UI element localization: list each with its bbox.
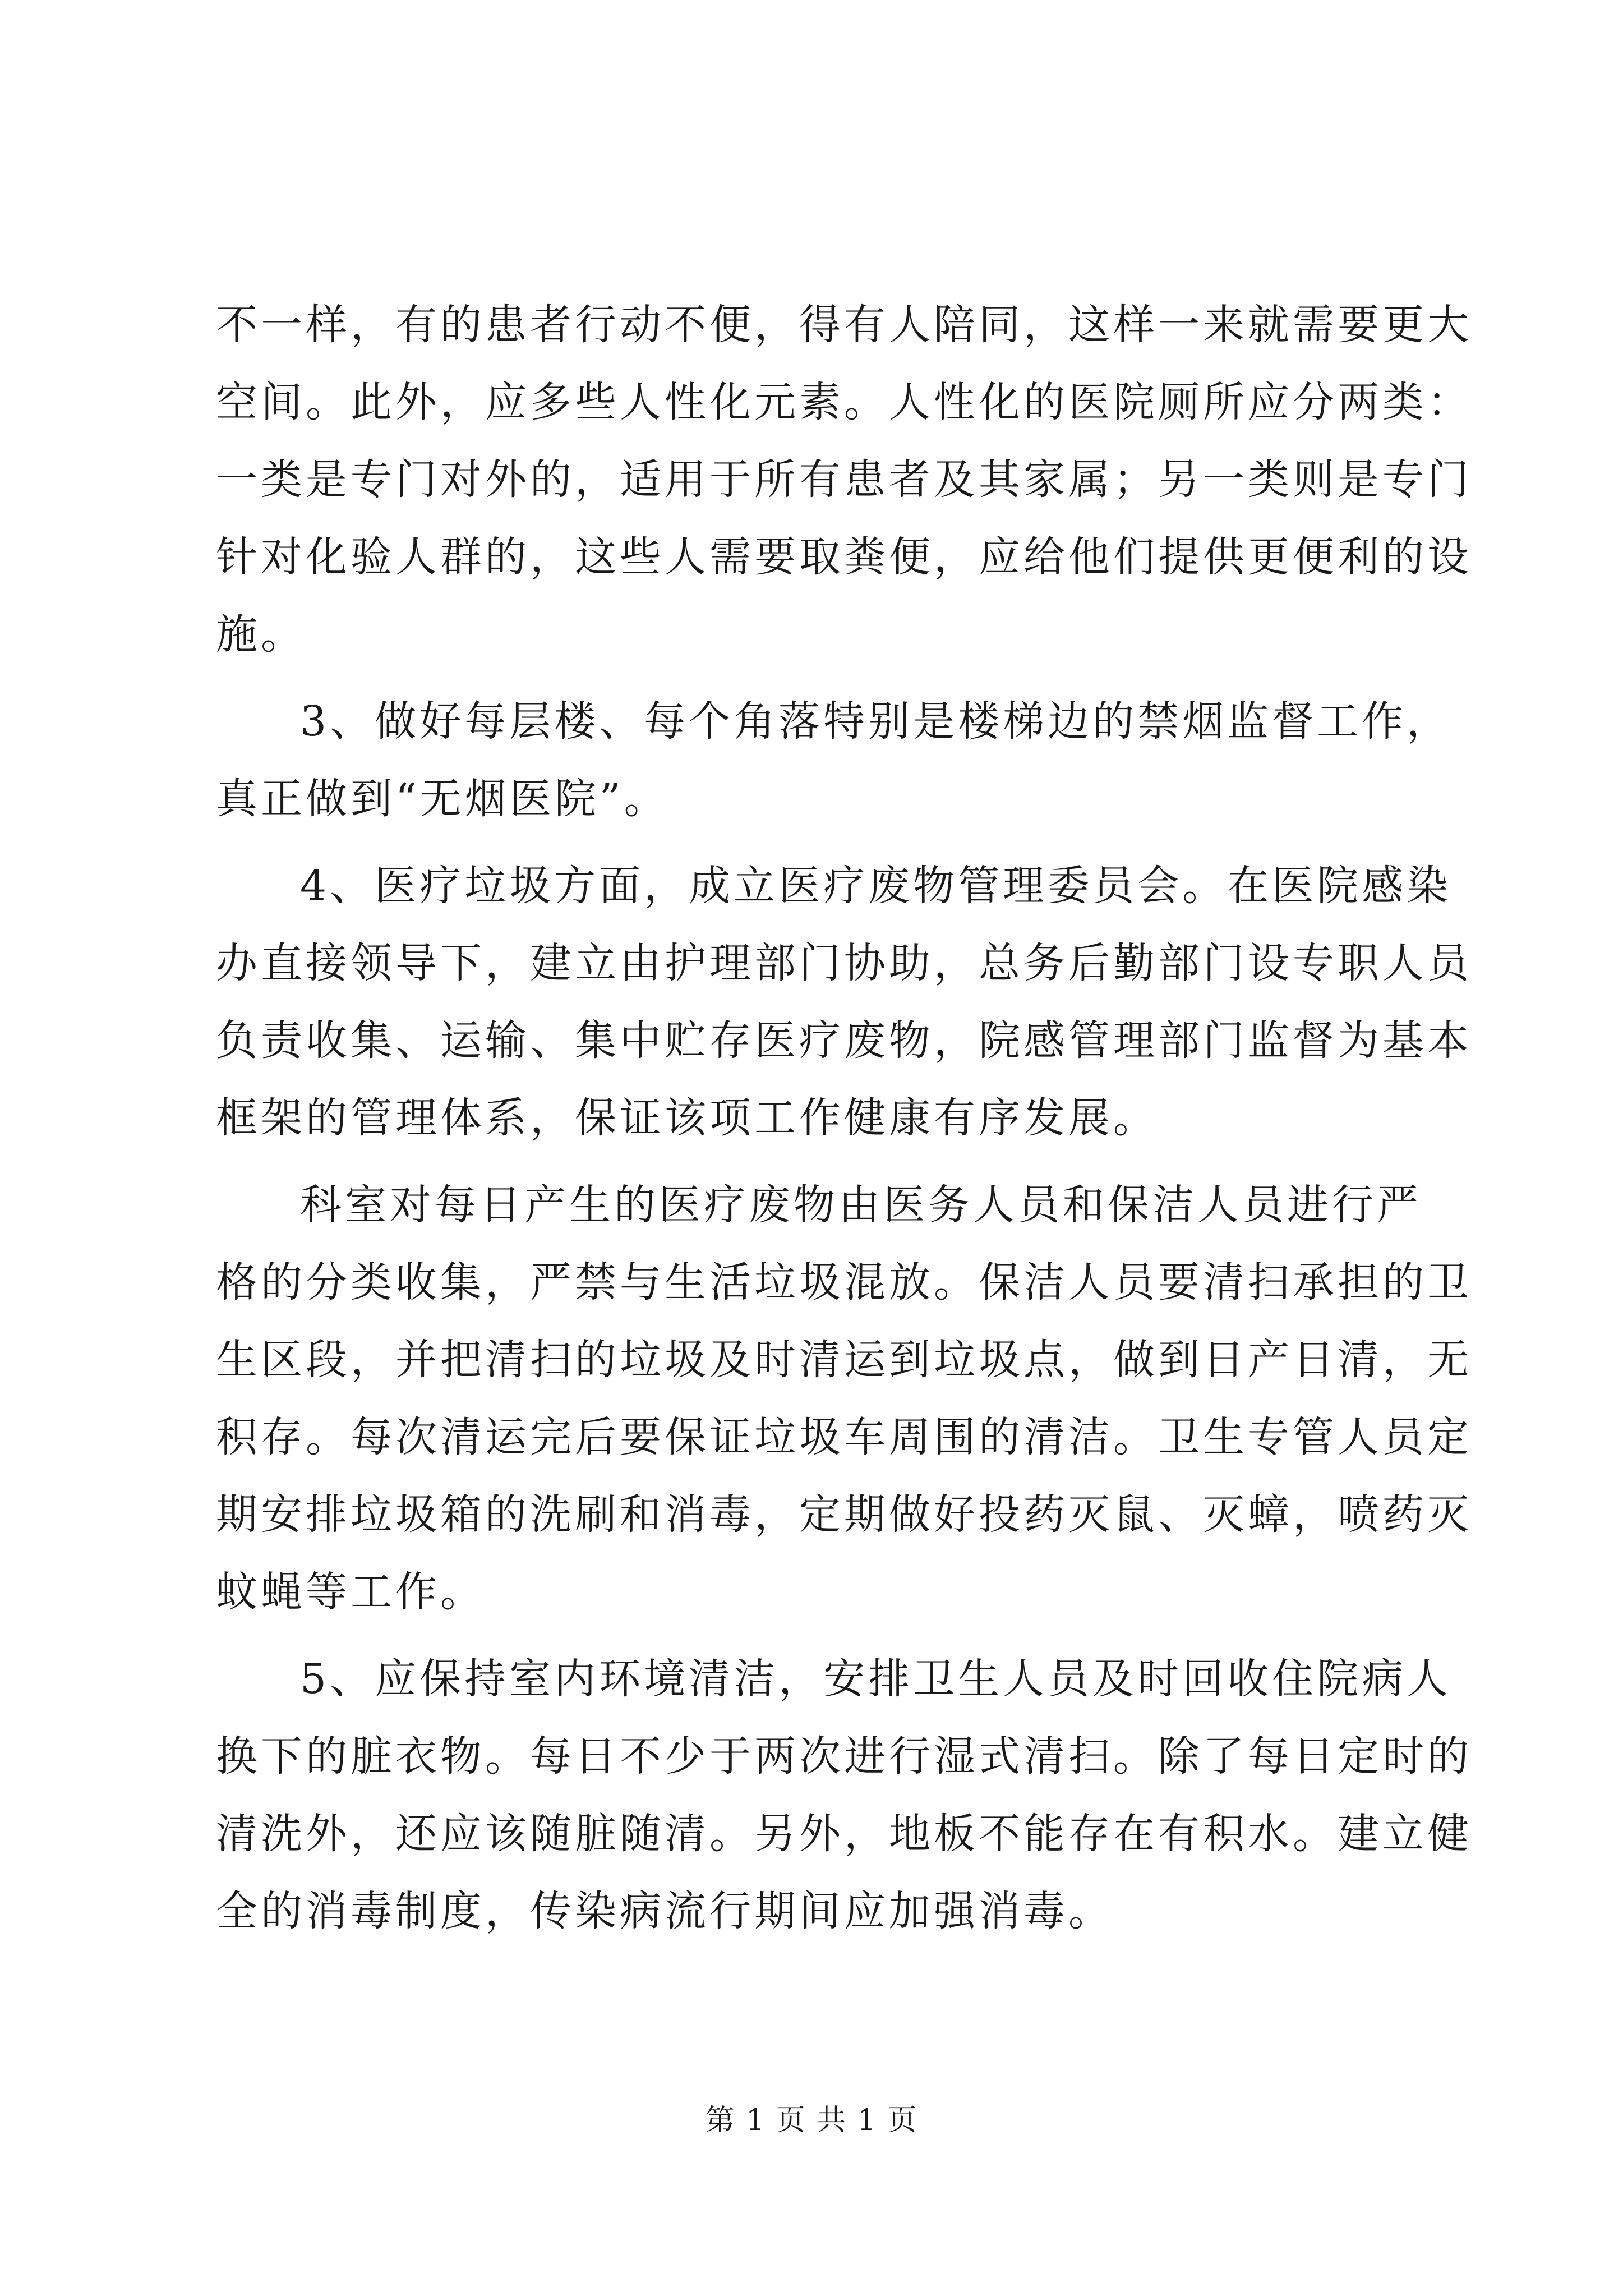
text-line: 真正做到“无烟医院”。	[216, 775, 669, 823]
text-line: 生区段，并把清扫的垃圾及时清运到垃圾点，做到日产日清，无	[216, 1336, 1472, 1384]
text-line: 一类是专门对外的，适用于所有患者及其家属；另一类则是专门	[216, 455, 1472, 504]
text-line: 5、应保持室内环境清洁，安排卫生人员及时回收住院病人	[300, 1655, 1452, 1703]
text-line: 负责收集、运输、集中贮存医疗废物，院感管理部门监督为基本	[216, 1016, 1472, 1065]
text-line: 3、做好每层楼、每个角落特别是楼梯边的禁烟监督工作，	[300, 697, 1452, 746]
page-footer: 第 1 页 共 1 页	[705, 2104, 918, 2137]
text-line: 清洗外，还应该随脏随清。另外，地板不能存在有积水。建立健	[216, 1810, 1472, 1858]
text-line: 不一样，有的患者行动不便，得有人陪同，这样一来就需要更大	[216, 301, 1472, 349]
text-line: 全的消毒制度，传染病流行期间应加强消毒。	[216, 1887, 1113, 1935]
text-line: 科室对每日产生的医疗废物由医务人员和保洁人员进行严	[300, 1181, 1422, 1229]
document-body	[216, 286, 1472, 1950]
text-line: 积存。每次清运完后要保证垃圾车周围的清洁。卫生专管人员定	[216, 1413, 1472, 1461]
text-line: 4、医疗垃圾方面，成立医疗废物管理委员会。在医院感染	[300, 862, 1452, 910]
text-line: 办直接领导下，建立由护理部门协助，总务后勤部门设专职人员	[216, 939, 1472, 987]
text-line: 施。	[216, 610, 306, 659]
text-line: 框架的管理体系，保证该项工作健康有序发展。	[216, 1094, 1158, 1142]
text-line: 期安排垃圾箱的洗刷和消毒，定期做好投药灭鼠、灭蟑，喷药灭	[216, 1490, 1472, 1539]
text-line: 蚊蝇等工作。	[216, 1568, 485, 1616]
text-line: 空间。此外，应多些人性化元素。人性化的医院厕所应分两类：	[216, 378, 1472, 426]
text-line: 针对化验人群的，这些人需要取粪便，应给他们提供更便利的设	[216, 533, 1472, 581]
text-line: 换下的脏衣物。每日不少于两次进行湿式清扫。除了每日定时的	[216, 1732, 1472, 1780]
text-line: 格的分类收集，严禁与生活垃圾混放。保洁人员要清扫承担的卫	[216, 1258, 1472, 1306]
